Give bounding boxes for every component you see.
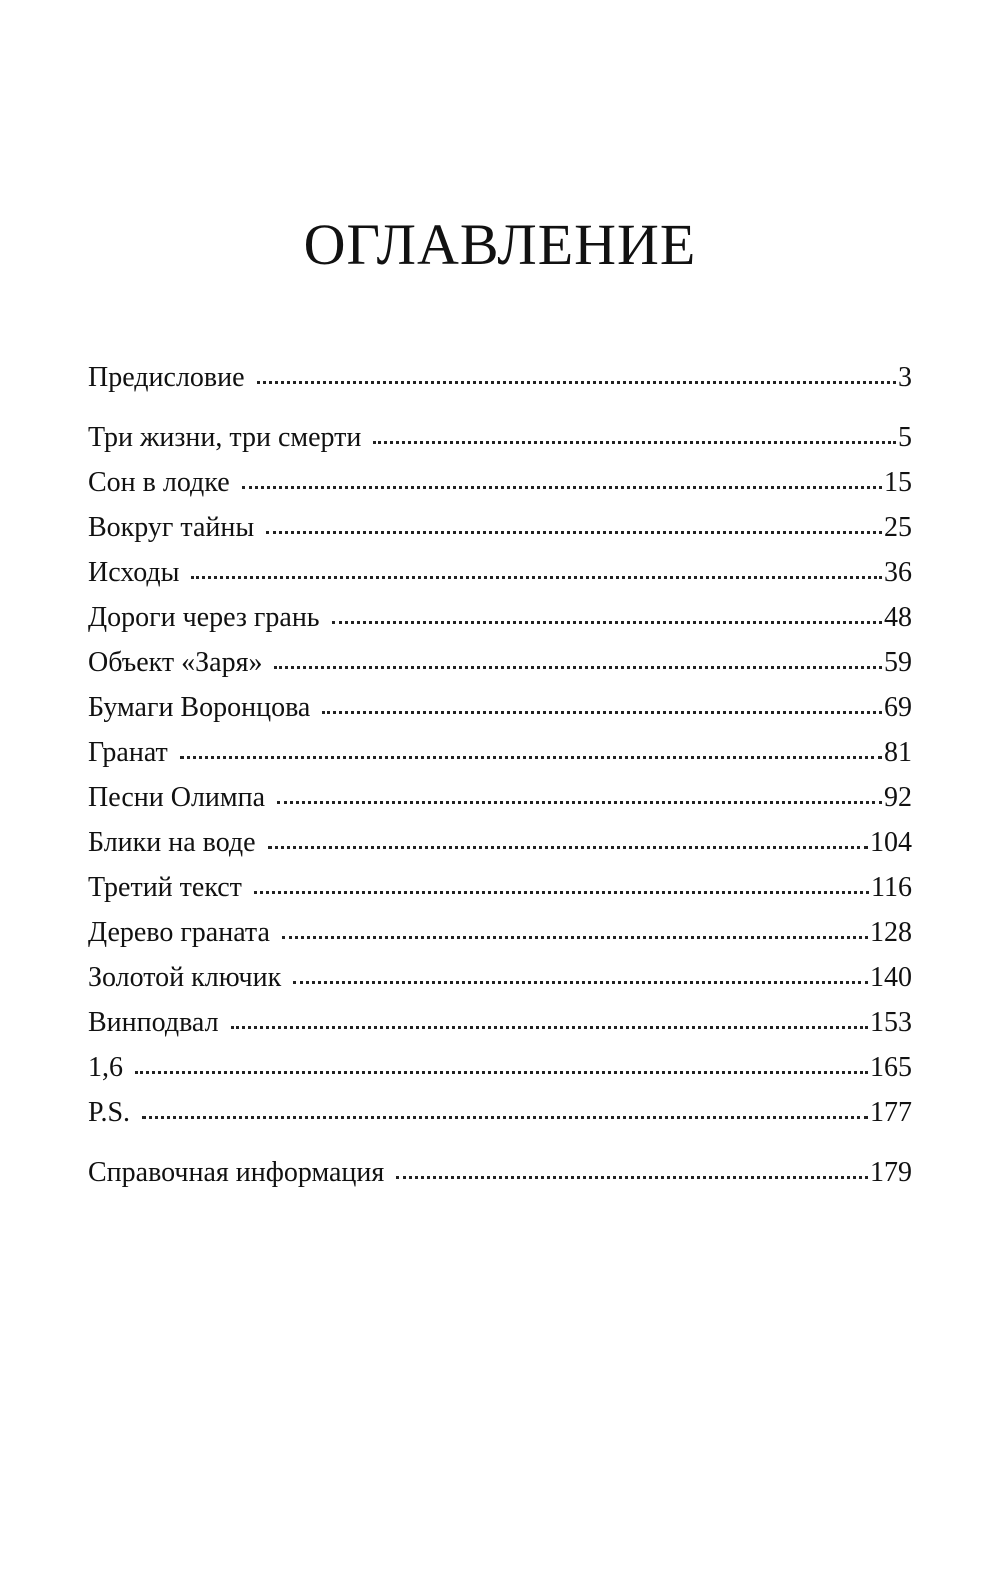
toc-entry-page: 81	[884, 737, 912, 768]
toc-entry	[88, 910, 912, 955]
toc-entry	[88, 1150, 912, 1195]
dot-leader	[142, 1101, 868, 1121]
toc-entry-title: Объект «Заря»	[88, 647, 263, 678]
toc-entry-page: 15	[884, 467, 912, 498]
toc-entry-title: Винподвал	[88, 1007, 219, 1038]
toc-entry	[88, 730, 912, 775]
toc-entry-page: 165	[870, 1052, 912, 1083]
toc-entry	[88, 820, 912, 865]
toc-entry-title: Гранат	[88, 737, 168, 768]
toc-entry-title: Три жизни, три смерти	[88, 422, 362, 453]
dot-leader	[266, 516, 882, 536]
toc-entry	[88, 505, 912, 550]
table-of-contents	[88, 355, 912, 1195]
toc-entry-title: Блики на воде	[88, 827, 256, 858]
dot-leader	[396, 1161, 868, 1181]
toc-entry	[88, 1045, 912, 1090]
dot-leader	[257, 366, 896, 386]
toc-entry	[88, 1000, 912, 1045]
dot-leader	[135, 1056, 868, 1076]
toc-entry-title: Справочная информация	[88, 1157, 385, 1188]
toc-entry-page: 177	[870, 1097, 912, 1128]
toc-entry	[88, 595, 912, 640]
dot-leader	[373, 426, 896, 446]
toc-entry	[88, 955, 912, 1000]
toc-entry-page: 128	[870, 917, 912, 948]
toc-entry-page: 179	[870, 1157, 912, 1188]
toc-entry	[88, 460, 912, 505]
dot-leader	[242, 471, 882, 491]
dot-leader	[254, 876, 869, 896]
dot-leader	[274, 651, 882, 671]
page-title: ОГЛАВЛЕНИЕ	[303, 212, 697, 277]
toc-entry-title: Дерево граната	[88, 917, 270, 948]
toc-entry-page: 36	[884, 557, 912, 588]
toc-entry-page: 104	[870, 827, 912, 858]
toc-entry-title: Исходы	[88, 557, 180, 588]
dot-leader	[282, 921, 868, 941]
toc-entry-page: 48	[884, 602, 912, 633]
toc-entry	[88, 865, 912, 910]
toc-entry	[88, 685, 912, 730]
toc-entry-page: 25	[884, 512, 912, 543]
toc-entry-title: Сон в лодке	[88, 467, 230, 498]
toc-entry-page: 116	[871, 872, 912, 903]
dot-leader	[231, 1011, 868, 1031]
toc-entry-title: Дороги через грань	[88, 602, 320, 633]
toc-entry-page: 140	[870, 962, 912, 993]
toc-entry-title: P.S.	[88, 1097, 131, 1128]
toc-entry-title: Вокруг тайны	[88, 512, 255, 543]
dot-leader	[322, 696, 882, 716]
toc-entry	[88, 1090, 912, 1135]
toc-entry-page: 153	[870, 1007, 912, 1038]
toc-entry-page: 3	[898, 362, 912, 393]
toc-entry	[88, 550, 912, 595]
toc-entry	[88, 640, 912, 685]
toc-entry-page: 5	[898, 422, 912, 453]
dot-leader	[332, 606, 882, 626]
toc-entry-title: Песни Олимпа	[88, 782, 266, 813]
toc-entry	[88, 355, 912, 400]
toc-entry-title: Золотой ключик	[88, 962, 282, 993]
dot-leader	[293, 966, 868, 986]
toc-entry-title: Предисловие	[88, 362, 245, 393]
dot-leader	[180, 741, 882, 761]
toc-entry	[88, 415, 912, 460]
dot-leader	[268, 831, 868, 851]
dot-leader	[191, 561, 882, 581]
toc-entry-title: Третий текст	[88, 872, 242, 903]
dot-leader	[277, 786, 882, 806]
toc-entry	[88, 775, 912, 820]
toc-entry-page: 92	[884, 782, 912, 813]
toc-entry-title: 1,6	[88, 1052, 123, 1083]
toc-entry-title: Бумаги Воронцова	[88, 692, 311, 723]
toc-entry-page: 59	[884, 647, 912, 678]
toc-entry-page: 69	[884, 692, 912, 723]
